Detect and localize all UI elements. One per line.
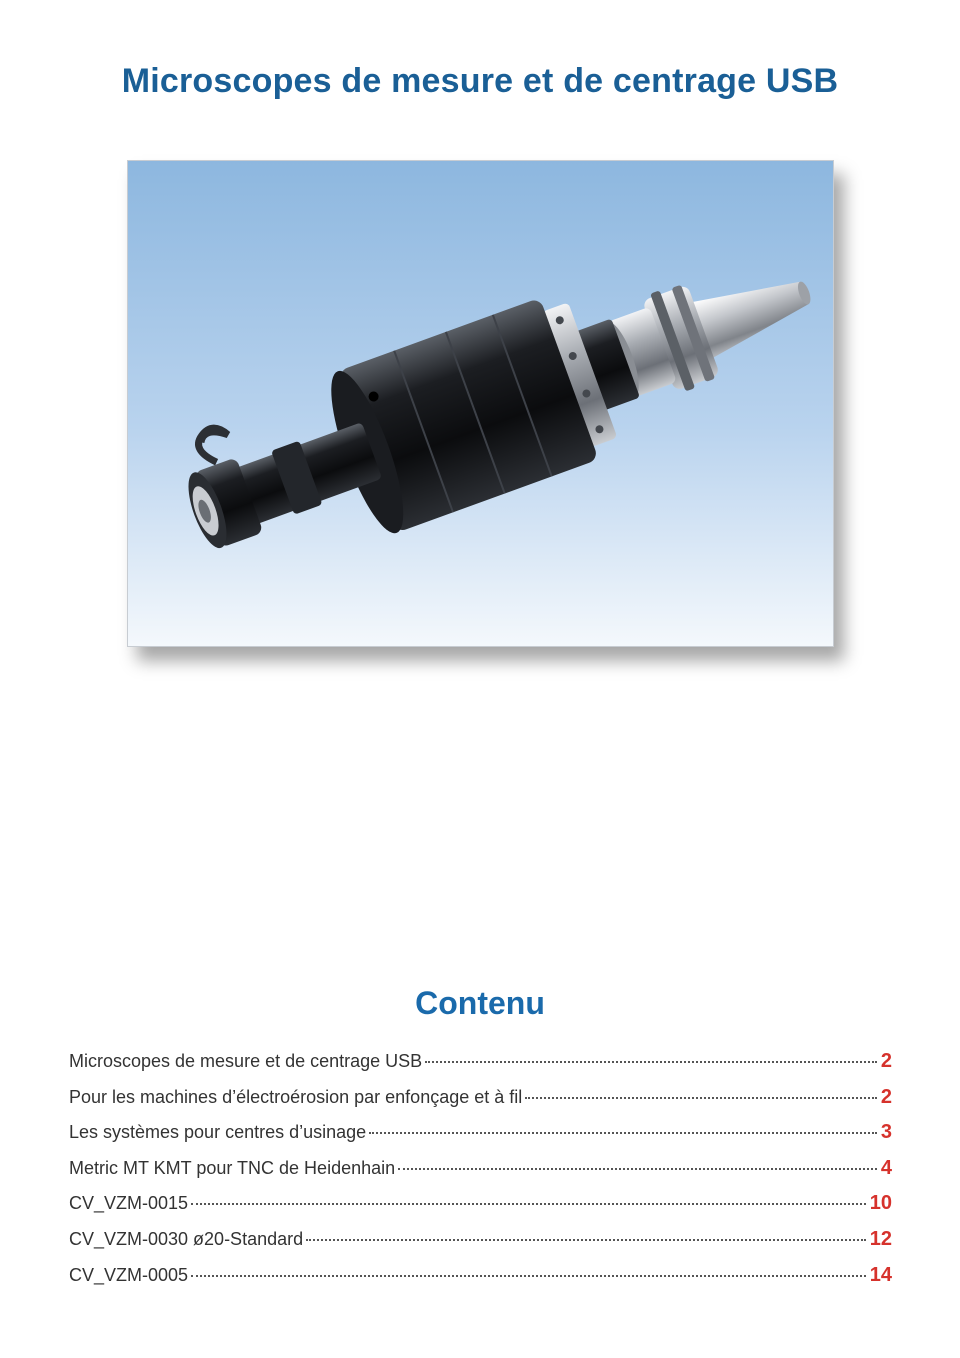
dot-leader <box>191 1275 866 1277</box>
toc-entry[interactable] <box>69 1264 892 1300</box>
toc-entry-label: CV_VZM-0030 ø20-Standard <box>69 1228 304 1249</box>
toc-entry-label: Les systèmes pour centres d’usinage <box>69 1122 367 1143</box>
dot-leader <box>369 1132 877 1134</box>
contents-heading: Contenu <box>415 985 545 1021</box>
toc-entry[interactable] <box>69 1121 892 1157</box>
toc-entry-label: Metric MT KMT pour TNC de Heidenhain <box>69 1157 396 1178</box>
toc-page-number: 14 <box>869 1263 892 1286</box>
product-illustration <box>128 161 833 646</box>
toc-entry[interactable] <box>69 1157 892 1193</box>
toc-entry-label: Microscopes de mesure et de centrage USB <box>69 1051 423 1071</box>
toc-page-number: 2 <box>880 1085 892 1108</box>
dot-leader <box>191 1203 866 1205</box>
page-title: Microscopes de mesure et de centrage USB <box>121 62 839 100</box>
dot-leader <box>306 1239 866 1241</box>
toc-entry[interactable] <box>69 1050 892 1086</box>
toc-entry-label: CV_VZM-0015 <box>69 1193 189 1214</box>
toc-entry[interactable] <box>69 1228 892 1264</box>
toc-entry-label: Pour les machines d’électroérosion par enfonçage et à fil <box>69 1086 523 1107</box>
toc-entry[interactable] <box>69 1192 892 1228</box>
toc-entry[interactable] <box>69 1086 892 1122</box>
product-photo <box>127 160 834 647</box>
table-of-contents <box>69 1050 892 1299</box>
toc-page-number: 3 <box>880 1121 892 1144</box>
toc-entry-label: CV_VZM-0005 <box>69 1264 189 1285</box>
toc-page-number: 2 <box>880 1050 892 1072</box>
dot-leader <box>525 1097 877 1099</box>
toc-page-number: 10 <box>869 1192 892 1215</box>
dot-leader <box>398 1168 877 1170</box>
dot-leader <box>425 1061 877 1063</box>
toc-page-number: 12 <box>869 1227 892 1250</box>
toc-page-number: 4 <box>880 1156 892 1179</box>
